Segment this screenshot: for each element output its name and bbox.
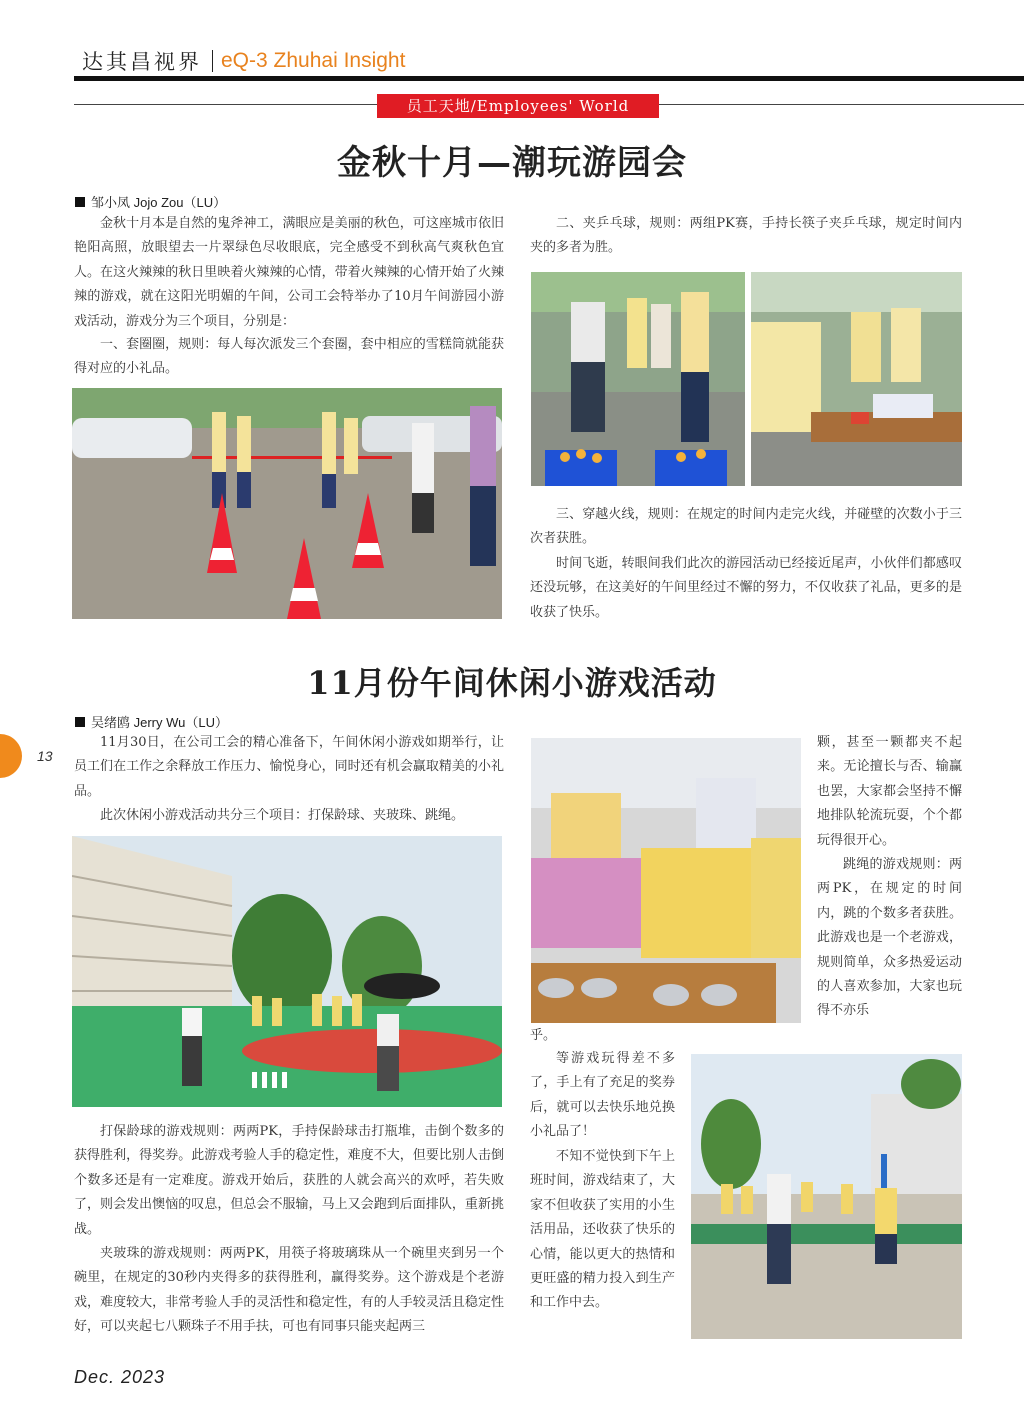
photo-ping-pong-2 xyxy=(751,272,962,486)
article2-paragraph-1: 11月30日，在公司工会的精心准备下，午间休闲小游戏如期举行，让员工们在工作之余释放工作压力、愉悦身心，同时还有机会赢取精美的小礼品。 xyxy=(74,735,504,799)
page-number: 13 xyxy=(37,748,53,764)
article2-title: 11月份午间休闲小游戏活动 xyxy=(307,664,717,702)
article1-paragraph-4: 三、穿越火线，规则：在规定的时间内走完火线，并碰壁的次数小于三次者获胜。 xyxy=(530,507,962,547)
photo-ring-toss xyxy=(72,388,502,619)
photo-ping-pong-1 xyxy=(531,272,745,486)
article2-paragraph-5-continued: 颗，甚至一颗都夹不起来。无论擅长与否、输赢也罢，大家都会坚持不懈地排队轮流玩耍，个个都玩得很开心。 xyxy=(817,735,962,848)
article2-paragraph-3: 打保龄球的游戏规则：两两PK，手持保龄球击打瓶堆，击倒个数多的获得胜利，得奖券。此游戏考验人手的稳定性，难度不大，但要比别人击倒个数多还是有一定难度。游戏开始后，获胜的人就会高兴的欢呼，若失败了，则会发出懊恼的叹息，但总会不服输，马上又会跑到后面排队，重新挑战。 xyxy=(74,1124,504,1237)
byline-square-icon xyxy=(75,197,85,207)
article1-author: 邹小凤 Jojo Zou（LU） xyxy=(91,195,227,210)
article1-paragraph-2: 一、套圈圈，规则：每人每次派发三个套圈，套中相应的雪糕筒就能获得对应的小礼品。 xyxy=(74,337,504,377)
photo-rope-skipping xyxy=(691,1054,962,1339)
section-tag: 员工天地/Employees' World xyxy=(377,94,659,118)
article1-title: 金秋十月—潮玩游园会 xyxy=(337,143,687,183)
article2-paragraph-7: 等游戏玩得差不多了，手上有了充足的奖券后，就可以去快乐地兑换小礼品了！ xyxy=(530,1051,675,1140)
page-number-tab xyxy=(0,734,22,778)
header-rule-thick xyxy=(74,76,1024,81)
byline-square-icon xyxy=(75,717,85,727)
masthead-title-cn: 达其昌视界 xyxy=(82,50,202,74)
article2-paragraph-2: 此次休闲小游戏活动共分三个项目：打保龄球、夹玻珠、跳绳。 xyxy=(100,808,465,823)
article1-byline xyxy=(75,192,226,211)
photo-bowling xyxy=(72,836,502,1107)
article2-paragraph-6-tail: 乎。 xyxy=(530,1028,557,1043)
footer-date: Dec. 2023 xyxy=(74,1367,166,1387)
masthead xyxy=(82,44,405,78)
article1-paragraph-1: 金秋十月本是自然的鬼斧神工，满眼应是美丽的秋色，可这座城市依旧艳阳高照，放眼望去一片翠绿色尽收眼底，完全感受不到秋高气爽秋色宜人。在这火辣辣的秋日里映着火辣辣的心情，带着火辣辣的心情开始了火辣辣的游戏，就在这阳光明媚的午间，公司工会特举办了10月午间游园小游戏活动，游戏分为三个项目，分别是： xyxy=(74,216,504,329)
masthead-title-en: eQ-3 Zhuhai Insight xyxy=(221,49,406,72)
article2-paragraph-4: 夹玻珠的游戏规则：两两PK，用筷子将玻璃珠从一个碗里夹到另一个碗里，在规定的30秒内夹得多的获得胜利，赢得奖券。这个游戏是个老游戏，难度较大，非常考验人手的灵活性和稳定性，有的人手较灵活且稳定性好，可以夹起七八颗珠子不用手扶，可也有同事只能夹起两三 xyxy=(74,1246,504,1335)
article2-byline xyxy=(75,712,228,731)
photo-marble-game xyxy=(531,738,801,1023)
article1-paragraph-3: 二、夹乒乓球，规则：两组PK赛，手持长筷子夹乒乓球，规定时间内夹的多者为胜。 xyxy=(530,216,962,256)
article2-author: 吴绪鸥 Jerry Wu（LU） xyxy=(91,715,228,730)
article1-paragraph-5: 时间飞逝，转眼间我们此次的游园活动已经接近尾声，小伙伴们都感叹还没玩够，在这美好的午间里经过不懈的努力，不仅收获了礼品，更多的是收获了快乐。 xyxy=(530,556,962,620)
masthead-divider xyxy=(212,50,213,72)
article2-paragraph-8: 不知不觉快到下午上班时间，游戏结束了，大家不但收获了实用的小生活用品，还收获了快乐的心情，能以更大的热情和更旺盛的精力投入到生产和工作中去。 xyxy=(530,1149,675,1311)
article2-paragraph-6-part1: 跳绳的游戏规则：两两PK，在规定的时间内，跳的个数多者获胜。此游戏也是一个老游戏，规则简单，众多热爱运动的人喜欢参加，大家也玩得不亦乐 xyxy=(817,857,962,1019)
